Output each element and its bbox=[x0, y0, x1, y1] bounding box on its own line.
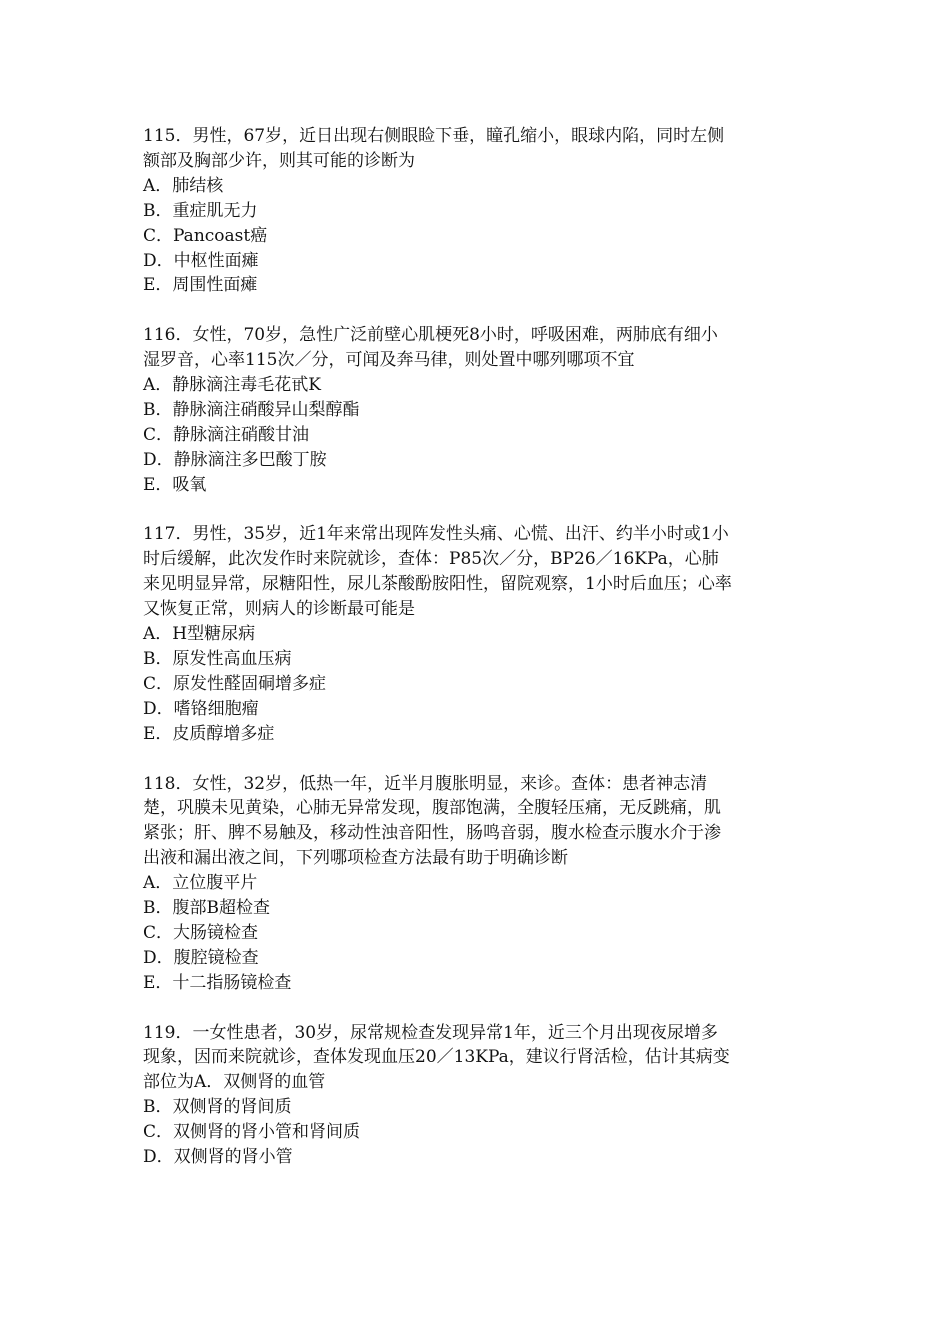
option-item: B．重症肌无力 bbox=[143, 200, 258, 221]
question-117 bbox=[143, 522, 733, 746]
option-list bbox=[143, 373, 733, 498]
question-stem: 116．女性，70岁，急性广泛前壁心肌梗死8小时，呼吸困难，两肺底有细小湿罗音，心率115次／分，可闻及奔马律，则处置中哪列哪项不宜 bbox=[143, 325, 718, 371]
option-item: D．中枢性面瘫 bbox=[143, 250, 259, 271]
option-item: A．H型糖尿病 bbox=[143, 624, 256, 645]
option-item: A．立位腹平片 bbox=[143, 873, 258, 894]
option-item: A．肺结核 bbox=[143, 175, 224, 196]
option-item: D．嗜铬细胞瘤 bbox=[143, 698, 259, 719]
question-stem: 117．男性，35岁，近1年来常出现阵发性头痛、心慌、出汗、约半小时或1小时后缓解，此次发作时来院就诊，查体：P85次／分，BP26／16KPa，心肺来见明显异常，尿糖阳性，尿儿茶酸酚胺阳性，留院观察，1小时后血压；心率又恢复正常，则病人的诊断最可能是 bbox=[143, 524, 732, 620]
question-list bbox=[143, 124, 733, 1195]
question-stem: 115．男性，67岁，近日出现右侧眼睑下垂，瞳孔缩小，眼球内陷，同时左侧额部及胸部少许，则其可能的诊断为 bbox=[143, 126, 725, 171]
question-stem: 118．女性，32岁，低热一年，近半月腹胀明显，来诊。查体：患者神志清楚，巩膜未见黄染，心肺无异常发现，腹部饱满，全腹轻压痛，无反跳痛，肌紧张；肝、脾不易触及，移动性浊音阳性，肠鸣音弱，腹水检查示腹水介于渗出液和漏出液之间，下列哪项检查方法最有助于明确诊断 bbox=[143, 773, 721, 869]
option-item: B．静脉滴注硝酸异山梨醇酯 bbox=[143, 399, 360, 420]
question-stem: 119．一女性患者，30岁，尿常规检查发现异常1年，近三个月出现夜尿增多现象，因而来院就诊，查体发现血压20／13KPa，建议行肾活检，估计其病变部位为A．双侧肾的血管 bbox=[143, 1022, 730, 1093]
option-list bbox=[143, 1095, 733, 1170]
option-list bbox=[143, 622, 733, 747]
question-119 bbox=[143, 1021, 733, 1170]
option-item: E．皮质醇增多症 bbox=[143, 723, 275, 744]
option-item: D．静脉滴注多巴酸丁胺 bbox=[143, 449, 327, 470]
option-item: C．原发性醛固硐增多症 bbox=[143, 673, 327, 694]
question-116 bbox=[143, 323, 733, 497]
question-115 bbox=[143, 124, 733, 298]
option-item: C．静脉滴注硝酸甘油 bbox=[143, 424, 310, 445]
option-item: E．十二指肠镜检查 bbox=[143, 972, 292, 993]
option-item: D．腹腔镜检查 bbox=[143, 947, 259, 968]
option-item: C．Pancoast癌 bbox=[143, 225, 268, 246]
option-item: B．双侧肾的肾间质 bbox=[143, 1097, 292, 1118]
option-item: E．周围性面瘫 bbox=[143, 275, 258, 296]
option-list bbox=[143, 174, 733, 299]
option-item: D．双侧肾的肾小管 bbox=[143, 1147, 293, 1168]
option-item: A．静脉滴注毒毛花甙K bbox=[143, 375, 321, 396]
option-item: C．双侧肾的肾小管和肾间质 bbox=[143, 1122, 361, 1143]
option-list bbox=[143, 871, 733, 996]
option-item: B．原发性高血压病 bbox=[143, 649, 292, 669]
option-item: E．吸氧 bbox=[143, 474, 207, 495]
question-118 bbox=[143, 772, 733, 996]
option-item: B．腹部B超检查 bbox=[143, 898, 270, 919]
option-item: C．大肠镜检查 bbox=[143, 922, 259, 943]
